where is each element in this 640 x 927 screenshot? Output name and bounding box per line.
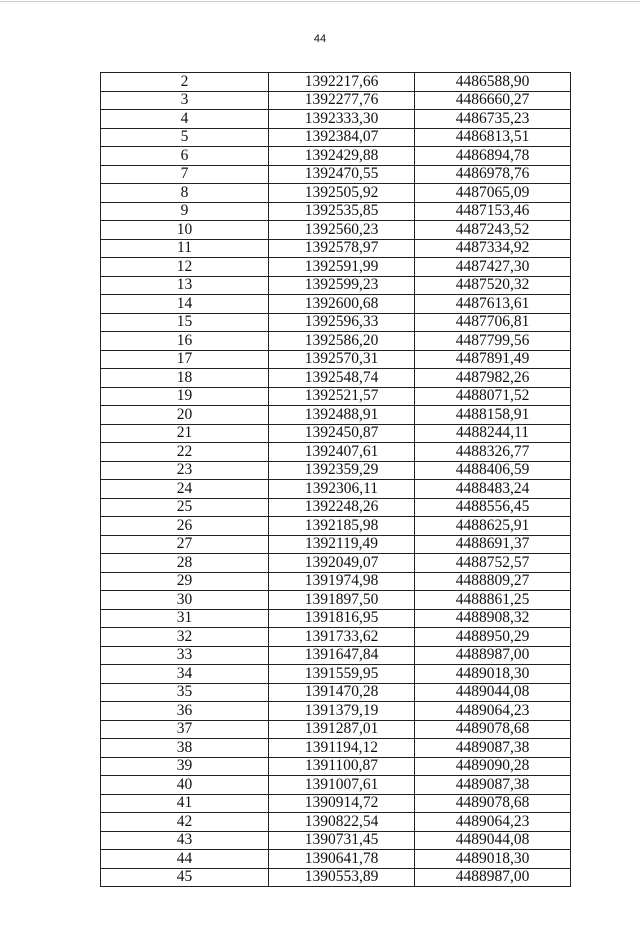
point-number-cell: 27 [101, 535, 269, 554]
table-row [101, 461, 571, 480]
coordinates-table [100, 72, 571, 887]
table-row [101, 350, 571, 369]
point-number-cell: 16 [101, 332, 269, 351]
point-number-cell: 41 [101, 794, 269, 813]
table-row [101, 535, 571, 554]
y-coordinate-cell: 4487799,56 [415, 332, 571, 351]
table-row [101, 868, 571, 887]
point-number-cell: 21 [101, 424, 269, 443]
y-coordinate-cell: 4489044,08 [415, 683, 571, 702]
table-row [101, 184, 571, 203]
table-row [101, 110, 571, 129]
point-number-cell: 22 [101, 443, 269, 462]
point-number-cell: 18 [101, 369, 269, 388]
point-number-cell: 25 [101, 498, 269, 517]
table-row [101, 406, 571, 425]
y-coordinate-cell: 4489064,23 [415, 702, 571, 721]
y-coordinate-cell: 4489064,23 [415, 813, 571, 832]
y-coordinate-cell: 4488244,11 [415, 424, 571, 443]
table-row [101, 628, 571, 647]
table-row [101, 646, 571, 665]
y-coordinate-cell: 4488625,91 [415, 517, 571, 536]
x-coordinate-cell: 1391647,84 [269, 646, 415, 665]
page-number: 44 [313, 33, 327, 45]
x-coordinate-cell: 1391974,98 [269, 572, 415, 591]
x-coordinate-cell: 1390731,45 [269, 831, 415, 850]
y-coordinate-cell: 4487065,09 [415, 184, 571, 203]
point-number-cell: 13 [101, 276, 269, 295]
x-coordinate-cell: 1392450,87 [269, 424, 415, 443]
x-coordinate-cell: 1392470,55 [269, 165, 415, 184]
x-coordinate-cell: 1392600,68 [269, 295, 415, 314]
coordinates-table-body [101, 73, 571, 887]
y-coordinate-cell: 4486735,23 [415, 110, 571, 129]
table-row [101, 91, 571, 110]
y-coordinate-cell: 4486588,90 [415, 73, 571, 92]
table-row [101, 591, 571, 610]
table-row [101, 165, 571, 184]
x-coordinate-cell: 1392049,07 [269, 554, 415, 573]
x-coordinate-cell: 1392535,85 [269, 202, 415, 221]
y-coordinate-cell: 4487520,32 [415, 276, 571, 295]
y-coordinate-cell: 4488908,32 [415, 609, 571, 628]
y-coordinate-cell: 4488691,37 [415, 535, 571, 554]
point-number-cell: 32 [101, 628, 269, 647]
x-coordinate-cell: 1391379,19 [269, 702, 415, 721]
point-number-cell: 6 [101, 147, 269, 166]
x-coordinate-cell: 1392488,91 [269, 406, 415, 425]
y-coordinate-cell: 4488326,77 [415, 443, 571, 462]
x-coordinate-cell: 1391816,95 [269, 609, 415, 628]
point-number-cell: 35 [101, 683, 269, 702]
point-number-cell: 8 [101, 184, 269, 203]
y-coordinate-cell: 4489087,38 [415, 739, 571, 758]
y-coordinate-cell: 4487982,26 [415, 369, 571, 388]
x-coordinate-cell: 1392407,61 [269, 443, 415, 462]
x-coordinate-cell: 1390822,54 [269, 813, 415, 832]
x-coordinate-cell: 1392384,07 [269, 128, 415, 147]
table-row [101, 443, 571, 462]
table-row [101, 239, 571, 258]
table-row [101, 369, 571, 388]
x-coordinate-cell: 1391733,62 [269, 628, 415, 647]
y-coordinate-cell: 4487243,52 [415, 221, 571, 240]
y-coordinate-cell: 4489018,30 [415, 850, 571, 869]
point-number-cell: 2 [101, 73, 269, 92]
x-coordinate-cell: 1391287,01 [269, 720, 415, 739]
point-number-cell: 5 [101, 128, 269, 147]
table-row [101, 128, 571, 147]
y-coordinate-cell: 4488861,25 [415, 591, 571, 610]
table-row [101, 295, 571, 314]
table-row [101, 480, 571, 499]
table-row [101, 73, 571, 92]
y-coordinate-cell: 4488556,45 [415, 498, 571, 517]
x-coordinate-cell: 1392505,92 [269, 184, 415, 203]
table-row [101, 498, 571, 517]
point-number-cell: 11 [101, 239, 269, 258]
y-coordinate-cell: 4487613,61 [415, 295, 571, 314]
point-number-cell: 23 [101, 461, 269, 480]
point-number-cell: 34 [101, 665, 269, 684]
y-coordinate-cell: 4489078,68 [415, 794, 571, 813]
point-number-cell: 20 [101, 406, 269, 425]
point-number-cell: 44 [101, 850, 269, 869]
table-row [101, 609, 571, 628]
point-number-cell: 31 [101, 609, 269, 628]
x-coordinate-cell: 1390914,72 [269, 794, 415, 813]
table-row [101, 572, 571, 591]
x-coordinate-cell: 1392599,23 [269, 276, 415, 295]
x-coordinate-cell: 1392578,97 [269, 239, 415, 258]
point-number-cell: 19 [101, 387, 269, 406]
table-row [101, 276, 571, 295]
x-coordinate-cell: 1392185,98 [269, 517, 415, 536]
point-number-cell: 43 [101, 831, 269, 850]
point-number-cell: 33 [101, 646, 269, 665]
point-number-cell: 28 [101, 554, 269, 573]
point-number-cell: 42 [101, 813, 269, 832]
y-coordinate-cell: 4487334,92 [415, 239, 571, 258]
point-number-cell: 45 [101, 868, 269, 887]
point-number-cell: 30 [101, 591, 269, 610]
y-coordinate-cell: 4487427,30 [415, 258, 571, 277]
y-coordinate-cell: 4486978,76 [415, 165, 571, 184]
table-row [101, 720, 571, 739]
table-row [101, 221, 571, 240]
y-coordinate-cell: 4487153,46 [415, 202, 571, 221]
y-coordinate-cell: 4488987,00 [415, 646, 571, 665]
y-coordinate-cell: 4488950,29 [415, 628, 571, 647]
x-coordinate-cell: 1392591,99 [269, 258, 415, 277]
point-number-cell: 10 [101, 221, 269, 240]
table-row [101, 831, 571, 850]
x-coordinate-cell: 1392429,88 [269, 147, 415, 166]
x-coordinate-cell: 1392521,57 [269, 387, 415, 406]
x-coordinate-cell: 1392586,20 [269, 332, 415, 351]
x-coordinate-cell: 1392217,66 [269, 73, 415, 92]
point-number-cell: 40 [101, 776, 269, 795]
point-number-cell: 29 [101, 572, 269, 591]
y-coordinate-cell: 4488158,91 [415, 406, 571, 425]
table-row [101, 147, 571, 166]
table-row [101, 794, 571, 813]
point-number-cell: 36 [101, 702, 269, 721]
x-coordinate-cell: 1391559,95 [269, 665, 415, 684]
x-coordinate-cell: 1392306,11 [269, 480, 415, 499]
point-number-cell: 14 [101, 295, 269, 314]
table-row [101, 702, 571, 721]
x-coordinate-cell: 1392119,49 [269, 535, 415, 554]
y-coordinate-cell: 4488406,59 [415, 461, 571, 480]
point-number-cell: 37 [101, 720, 269, 739]
y-coordinate-cell: 4488483,24 [415, 480, 571, 499]
y-coordinate-cell: 4486813,51 [415, 128, 571, 147]
table-row [101, 517, 571, 536]
x-coordinate-cell: 1390553,89 [269, 868, 415, 887]
y-coordinate-cell: 4486894,78 [415, 147, 571, 166]
x-coordinate-cell: 1391897,50 [269, 591, 415, 610]
y-coordinate-cell: 4489087,38 [415, 776, 571, 795]
table-row [101, 332, 571, 351]
point-number-cell: 15 [101, 313, 269, 332]
point-number-cell: 17 [101, 350, 269, 369]
y-coordinate-cell: 4489044,08 [415, 831, 571, 850]
point-number-cell: 4 [101, 110, 269, 129]
x-coordinate-cell: 1391470,28 [269, 683, 415, 702]
page-top-edge [0, 1, 640, 2]
x-coordinate-cell: 1391007,61 [269, 776, 415, 795]
x-coordinate-cell: 1392277,76 [269, 91, 415, 110]
table-row [101, 757, 571, 776]
x-coordinate-cell: 1390641,78 [269, 850, 415, 869]
x-coordinate-cell: 1392548,74 [269, 369, 415, 388]
y-coordinate-cell: 4489078,68 [415, 720, 571, 739]
table-row [101, 387, 571, 406]
table-row [101, 554, 571, 573]
table-row [101, 683, 571, 702]
y-coordinate-cell: 4488752,57 [415, 554, 571, 573]
y-coordinate-cell: 4486660,27 [415, 91, 571, 110]
table-row [101, 202, 571, 221]
table-row [101, 258, 571, 277]
x-coordinate-cell: 1391194,12 [269, 739, 415, 758]
point-number-cell: 38 [101, 739, 269, 758]
point-number-cell: 26 [101, 517, 269, 536]
x-coordinate-cell: 1392333,30 [269, 110, 415, 129]
y-coordinate-cell: 4487891,49 [415, 350, 571, 369]
x-coordinate-cell: 1392560,23 [269, 221, 415, 240]
point-number-cell: 9 [101, 202, 269, 221]
y-coordinate-cell: 4488987,00 [415, 868, 571, 887]
y-coordinate-cell: 4489090,28 [415, 757, 571, 776]
x-coordinate-cell: 1392248,26 [269, 498, 415, 517]
table-row [101, 850, 571, 869]
x-coordinate-cell: 1392570,31 [269, 350, 415, 369]
y-coordinate-cell: 4488071,52 [415, 387, 571, 406]
x-coordinate-cell: 1391100,87 [269, 757, 415, 776]
point-number-cell: 3 [101, 91, 269, 110]
point-number-cell: 12 [101, 258, 269, 277]
y-coordinate-cell: 4487706,81 [415, 313, 571, 332]
point-number-cell: 7 [101, 165, 269, 184]
table-row [101, 739, 571, 758]
y-coordinate-cell: 4488809,27 [415, 572, 571, 591]
y-coordinate-cell: 4489018,30 [415, 665, 571, 684]
table-row [101, 813, 571, 832]
table-row [101, 424, 571, 443]
table-row [101, 665, 571, 684]
x-coordinate-cell: 1392359,29 [269, 461, 415, 480]
point-number-cell: 24 [101, 480, 269, 499]
x-coordinate-cell: 1392596,33 [269, 313, 415, 332]
table-row [101, 776, 571, 795]
point-number-cell: 39 [101, 757, 269, 776]
table-row [101, 313, 571, 332]
